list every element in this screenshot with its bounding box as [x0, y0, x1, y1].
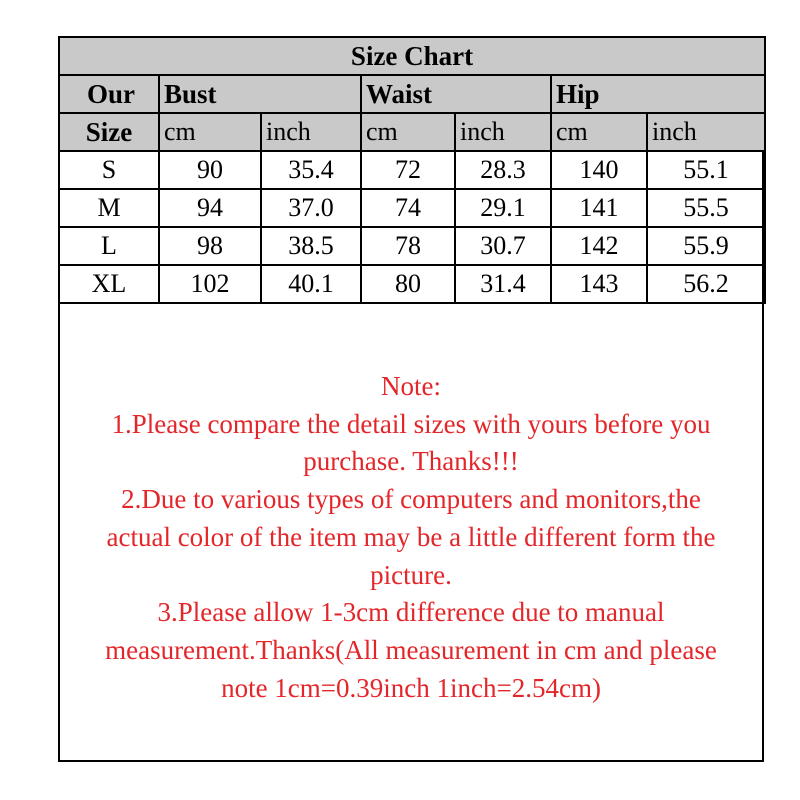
size-cell: M — [59, 189, 159, 227]
unit-cell: cm — [551, 113, 647, 151]
value-cell: 37.0 — [261, 189, 361, 227]
value-cell: 30.7 — [455, 227, 551, 265]
value-cell: 143 — [551, 265, 647, 303]
unit-row — [59, 113, 765, 151]
table-row — [59, 227, 765, 265]
table-row — [59, 189, 765, 227]
size-cell: L — [59, 227, 159, 265]
value-cell: 90 — [159, 151, 261, 189]
value-cell: 72 — [361, 151, 455, 189]
value-cell: 94 — [159, 189, 261, 227]
size-cell: XL — [59, 265, 159, 303]
value-cell: 55.9 — [647, 227, 765, 265]
value-cell: 102 — [159, 265, 261, 303]
value-cell: 98 — [159, 227, 261, 265]
value-cell: 78 — [361, 227, 455, 265]
note-block — [60, 368, 762, 707]
unit-cell: inch — [647, 113, 765, 151]
our-size-header-line2: Size — [59, 113, 159, 151]
bust-header: Bust — [159, 75, 361, 113]
value-cell: 140 — [551, 151, 647, 189]
value-cell: 80 — [361, 265, 455, 303]
note-line: note 1cm=0.39inch 1inch=2.54cm) — [221, 672, 601, 703]
unit-cell: cm — [159, 113, 261, 151]
note-line: 3.Please allow 1-3cm difference due to manual — [157, 597, 665, 628]
header-row — [59, 75, 765, 113]
note-line: 2.Due to various types of computers and monitors,the — [121, 484, 701, 515]
unit-cell: cm — [361, 113, 455, 151]
value-cell: 141 — [551, 189, 647, 227]
value-cell: 55.1 — [647, 151, 765, 189]
table-row — [59, 151, 765, 189]
note-line: 1.Please compare the detail sizes with yours before you — [111, 408, 711, 439]
value-cell: 74 — [361, 189, 455, 227]
value-cell: 31.4 — [455, 265, 551, 303]
value-cell: 56.2 — [647, 265, 765, 303]
unit-cell: inch — [455, 113, 551, 151]
size-cell: S — [59, 151, 159, 189]
value-cell: 142 — [551, 227, 647, 265]
unit-cell: inch — [261, 113, 361, 151]
note-line: actual color of the item may be a little different form the — [106, 521, 716, 552]
size-chart-table — [58, 36, 766, 304]
table-title-row — [59, 37, 765, 75]
value-cell: 38.5 — [261, 227, 361, 265]
note-line: picture. — [370, 559, 452, 590]
value-cell: 29.1 — [455, 189, 551, 227]
table-title: Size Chart — [59, 37, 765, 75]
value-cell: 55.5 — [647, 189, 765, 227]
our-size-header-line1: Our — [59, 75, 159, 113]
value-cell: 28.3 — [455, 151, 551, 189]
waist-header: Waist — [361, 75, 551, 113]
note-line: purchase. Thanks!!! — [303, 446, 519, 477]
value-cell: 40.1 — [261, 265, 361, 303]
note-line: measurement.Thanks(All measurement in cm and please — [105, 634, 717, 665]
note-heading: Note: — [381, 371, 441, 401]
table-row — [59, 265, 765, 303]
value-cell: 35.4 — [261, 151, 361, 189]
hip-header: Hip — [551, 75, 765, 113]
